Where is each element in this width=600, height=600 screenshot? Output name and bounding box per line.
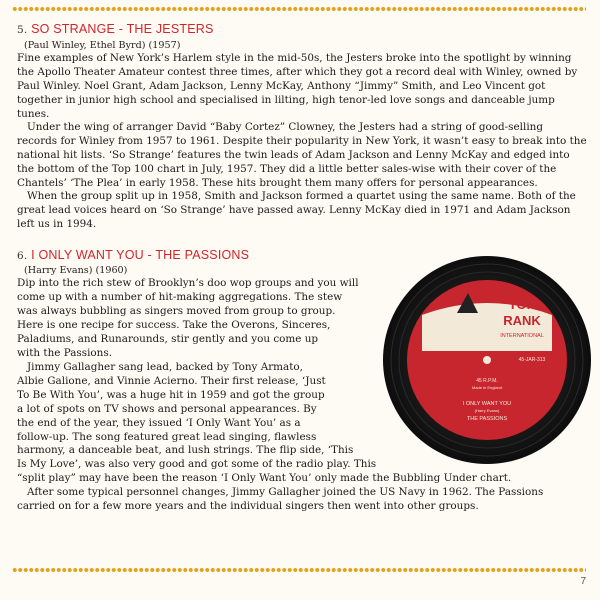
text-line: the bottom of the Top 100 chart in July, 1957. They did a little better sales-wise with their cover of the [17,162,557,175]
label-catalog: 45-JAR-313 [518,357,546,363]
entry-5-credit: (Paul Winley, Ethel Byrd) (1957) [24,40,181,51]
entry-5-title: SO STRANGE [31,22,116,36]
text-line: national hit lists. ‘So Strange’ features the twin leads of Adam Jackson and Lenny McKay and edged into [17,148,570,161]
label-brand-top: TOP [508,297,536,312]
text-line: the Apollo Theater Amateur contest three times, after which they got a record deal with Winley, owned by [17,65,578,78]
text-line: great lead voices heard on ‘So Strange’ have passed away. Lenny McKay died in 1971 and Adam Jackson [17,203,571,216]
text-line: left us in 1994. [17,217,97,230]
text-line: “split play” may have been the reason ‘I Only Want You’ only made the Bubbling Under chart. [17,472,512,485]
entry-6-artist: THE PASSIONS [155,248,250,262]
text-line: After some typical personnel changes, Jimmy Gallagher joined the US Navy in 1962. The Passions [27,486,544,498]
label-made-in: Made in England [471,385,503,390]
entry-5-paragraph-1 [17,52,587,122]
text-line: tunes. [17,107,50,120]
text-line: Albie Galione, and Vinnie Acierno. Their first release, ‘Just [17,374,326,387]
entry-6-number: 6. [17,250,28,262]
label-brand-sub: INTERNATIONAL [500,333,544,339]
text-line: together in junior high school and specialised in lilting, high tenor-led love songs and danceable jump [17,93,555,106]
text-line: was always bubbling as singers moved from group to group. [17,304,336,317]
page-number: 7 [580,576,586,587]
top-dotted-border [12,6,586,12]
label-song: I ONLY WANT YOU [462,401,512,407]
text-line: Fine examples of New York’s Harlem style in the mid-50s, the Jesters broke into the spotlight by winning [17,52,572,64]
text-line: harmony, a danceable beat, and lush strings. The flip side, ‘This [17,444,354,457]
text-line: carried on for a few more years and the individual singers then went into other groups. [17,499,479,512]
text-line: Paladiums, and Runarounds, stir gently and you come up [17,332,319,345]
entry-6-separator: - [143,248,156,262]
text-line: Here is one recipe for success. Take the Overons, Sinceres, [17,318,331,331]
text-line: come up with a number of hit-making aggregations. The stew [17,290,343,303]
bottom-dotted-border [12,567,586,573]
text-line: follow-up. The song featured great lead singing, flawless [17,430,317,443]
text-line: To Be With You’, was a huge hit in 1959 and got the group [17,388,325,401]
text-line: Chantels’ ‘The Plea’ in early 1958. These hits brought them many offers for personal appearances. [17,176,538,189]
entry-5-number: 5. [17,24,28,36]
text-line: with the Passions. [17,346,112,359]
spindle-hole [483,356,491,364]
text-line: the end of the year, they issued ‘I Only Want You’ as a [17,416,301,429]
label-writer: (Harry Evans) [474,408,500,413]
text-line: Under the wing of arranger David “Baby Cortez” Clowney, the Jesters had a string of good-selling [27,121,543,133]
entry-6-title: I ONLY WANT YOU [31,248,144,262]
entry-5-paragraph-2 [17,121,587,191]
entry-5-heading [17,22,214,36]
entry-6-paragraph-3 [17,486,587,514]
text-line: Paul Winley. Noel Grant, Adam Jackson, Lenny McKay, Anthony “Jimmy” Smith, and Leo Vincent got [17,79,546,92]
label-brand-bottom: RANK [503,313,541,328]
text-line: When the group split up in 1958, Smith and Jackson formed a quartet using the same name. Both of the [27,190,576,202]
entry-5-separator: - [115,22,127,36]
text-line: Is My Love’, was also very good and got some of the radio play. This [17,458,377,471]
text-line: a lot of spots on TV shows and personal appearances. By [17,402,317,415]
text-line: Dip into the rich stew of Brooklyn’s doo wop groups and you will [17,277,359,289]
text-line: Jimmy Gallagher sang lead, backed by Tony Armato, [27,361,303,373]
text-line: records for Winley from 1957 to 1961. Despite their popularity in New York, it wasn’t easy to break into the [17,134,587,147]
entry-5-artist: THE JESTERS [126,22,214,36]
label-speed: 45 R.P.M. [476,378,498,384]
entry-6-heading [17,248,249,262]
top-rank-record-image [382,253,592,467]
entry-6-credit: (Harry Evans) (1960) [24,265,128,276]
entry-5-paragraph-3 [17,190,587,232]
label-artist: THE PASSIONS [466,416,508,422]
